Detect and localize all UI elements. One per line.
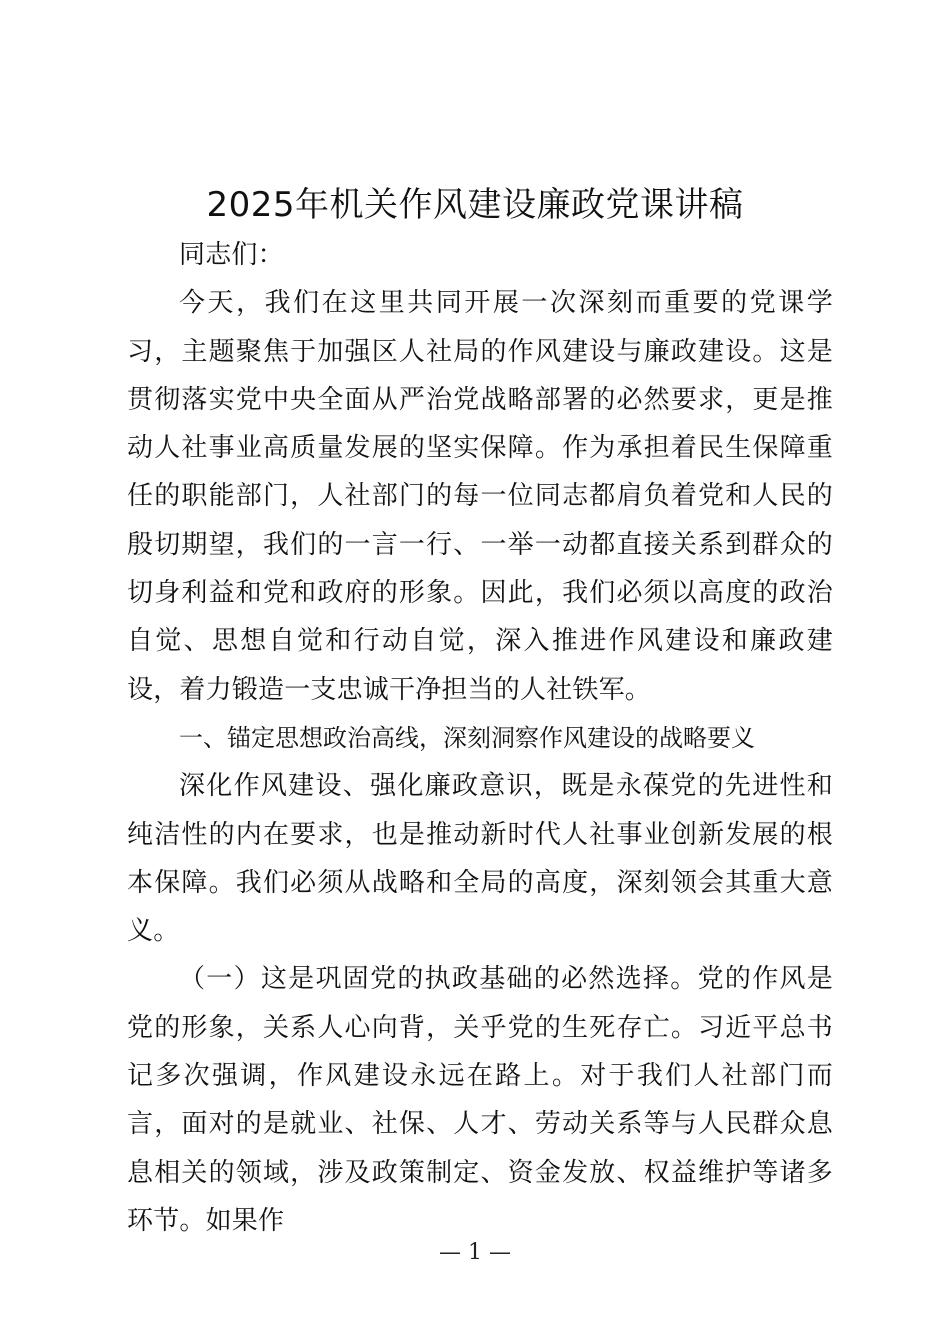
intro-paragraph: 今天，我们在这里共同开展一次深刻而重要的党课学习，主题聚焦于加强区人社局的作风建设与廉政建设。这是贯彻落实党中央全面从严治党战略部署的必然要求，更是推动人社事业高质量发展的坚实保障。作为承担着民生保障重任的职能部门，人社部门的每一位同志都肩负着党和人民的殷切期望，我们的一言一行、一举一动都直接关系到群众的切身利益和党和政府的形象。因此，我们必须以高度的政治自觉、思想自觉和行动自觉，深入推进作风建设和廉政建设，着力锻造一支忠诚干净担当的人社铁军。 (127, 288, 833, 705)
section-paragraph: 深化作风建设、强化廉政意识，既是永葆党的先进性和纯洁性的内在要求，也是推动新时代人社事业创新发展的根本保障。我们必须从战略和全局的高度，深刻领会其重大意义。 (127, 771, 833, 947)
document-body (127, 231, 833, 1245)
page-number: — 1 — (439, 1240, 511, 1265)
section-heading: 一、锚定思想政治高线，深刻洞察作风建设的战略要义 (179, 723, 755, 752)
salutation: 同志们： (179, 240, 284, 270)
document-title: 2025年机关作风建设廉政党课讲稿 (206, 185, 744, 225)
subsection-paragraph: （一）这是巩固党的执政基础的必然选择。党的作风是党的形象，关系人心向背，关乎党的生死存亡。习近平总书记多次强调，作风建设永远在路上。对于我们人社部门而言，面对的是就业、社保、人才、劳动关系等与人民群众息息相关的领域，涉及政策制定、资金发放、权益维护等诸多环节。如果作 (127, 964, 833, 1236)
